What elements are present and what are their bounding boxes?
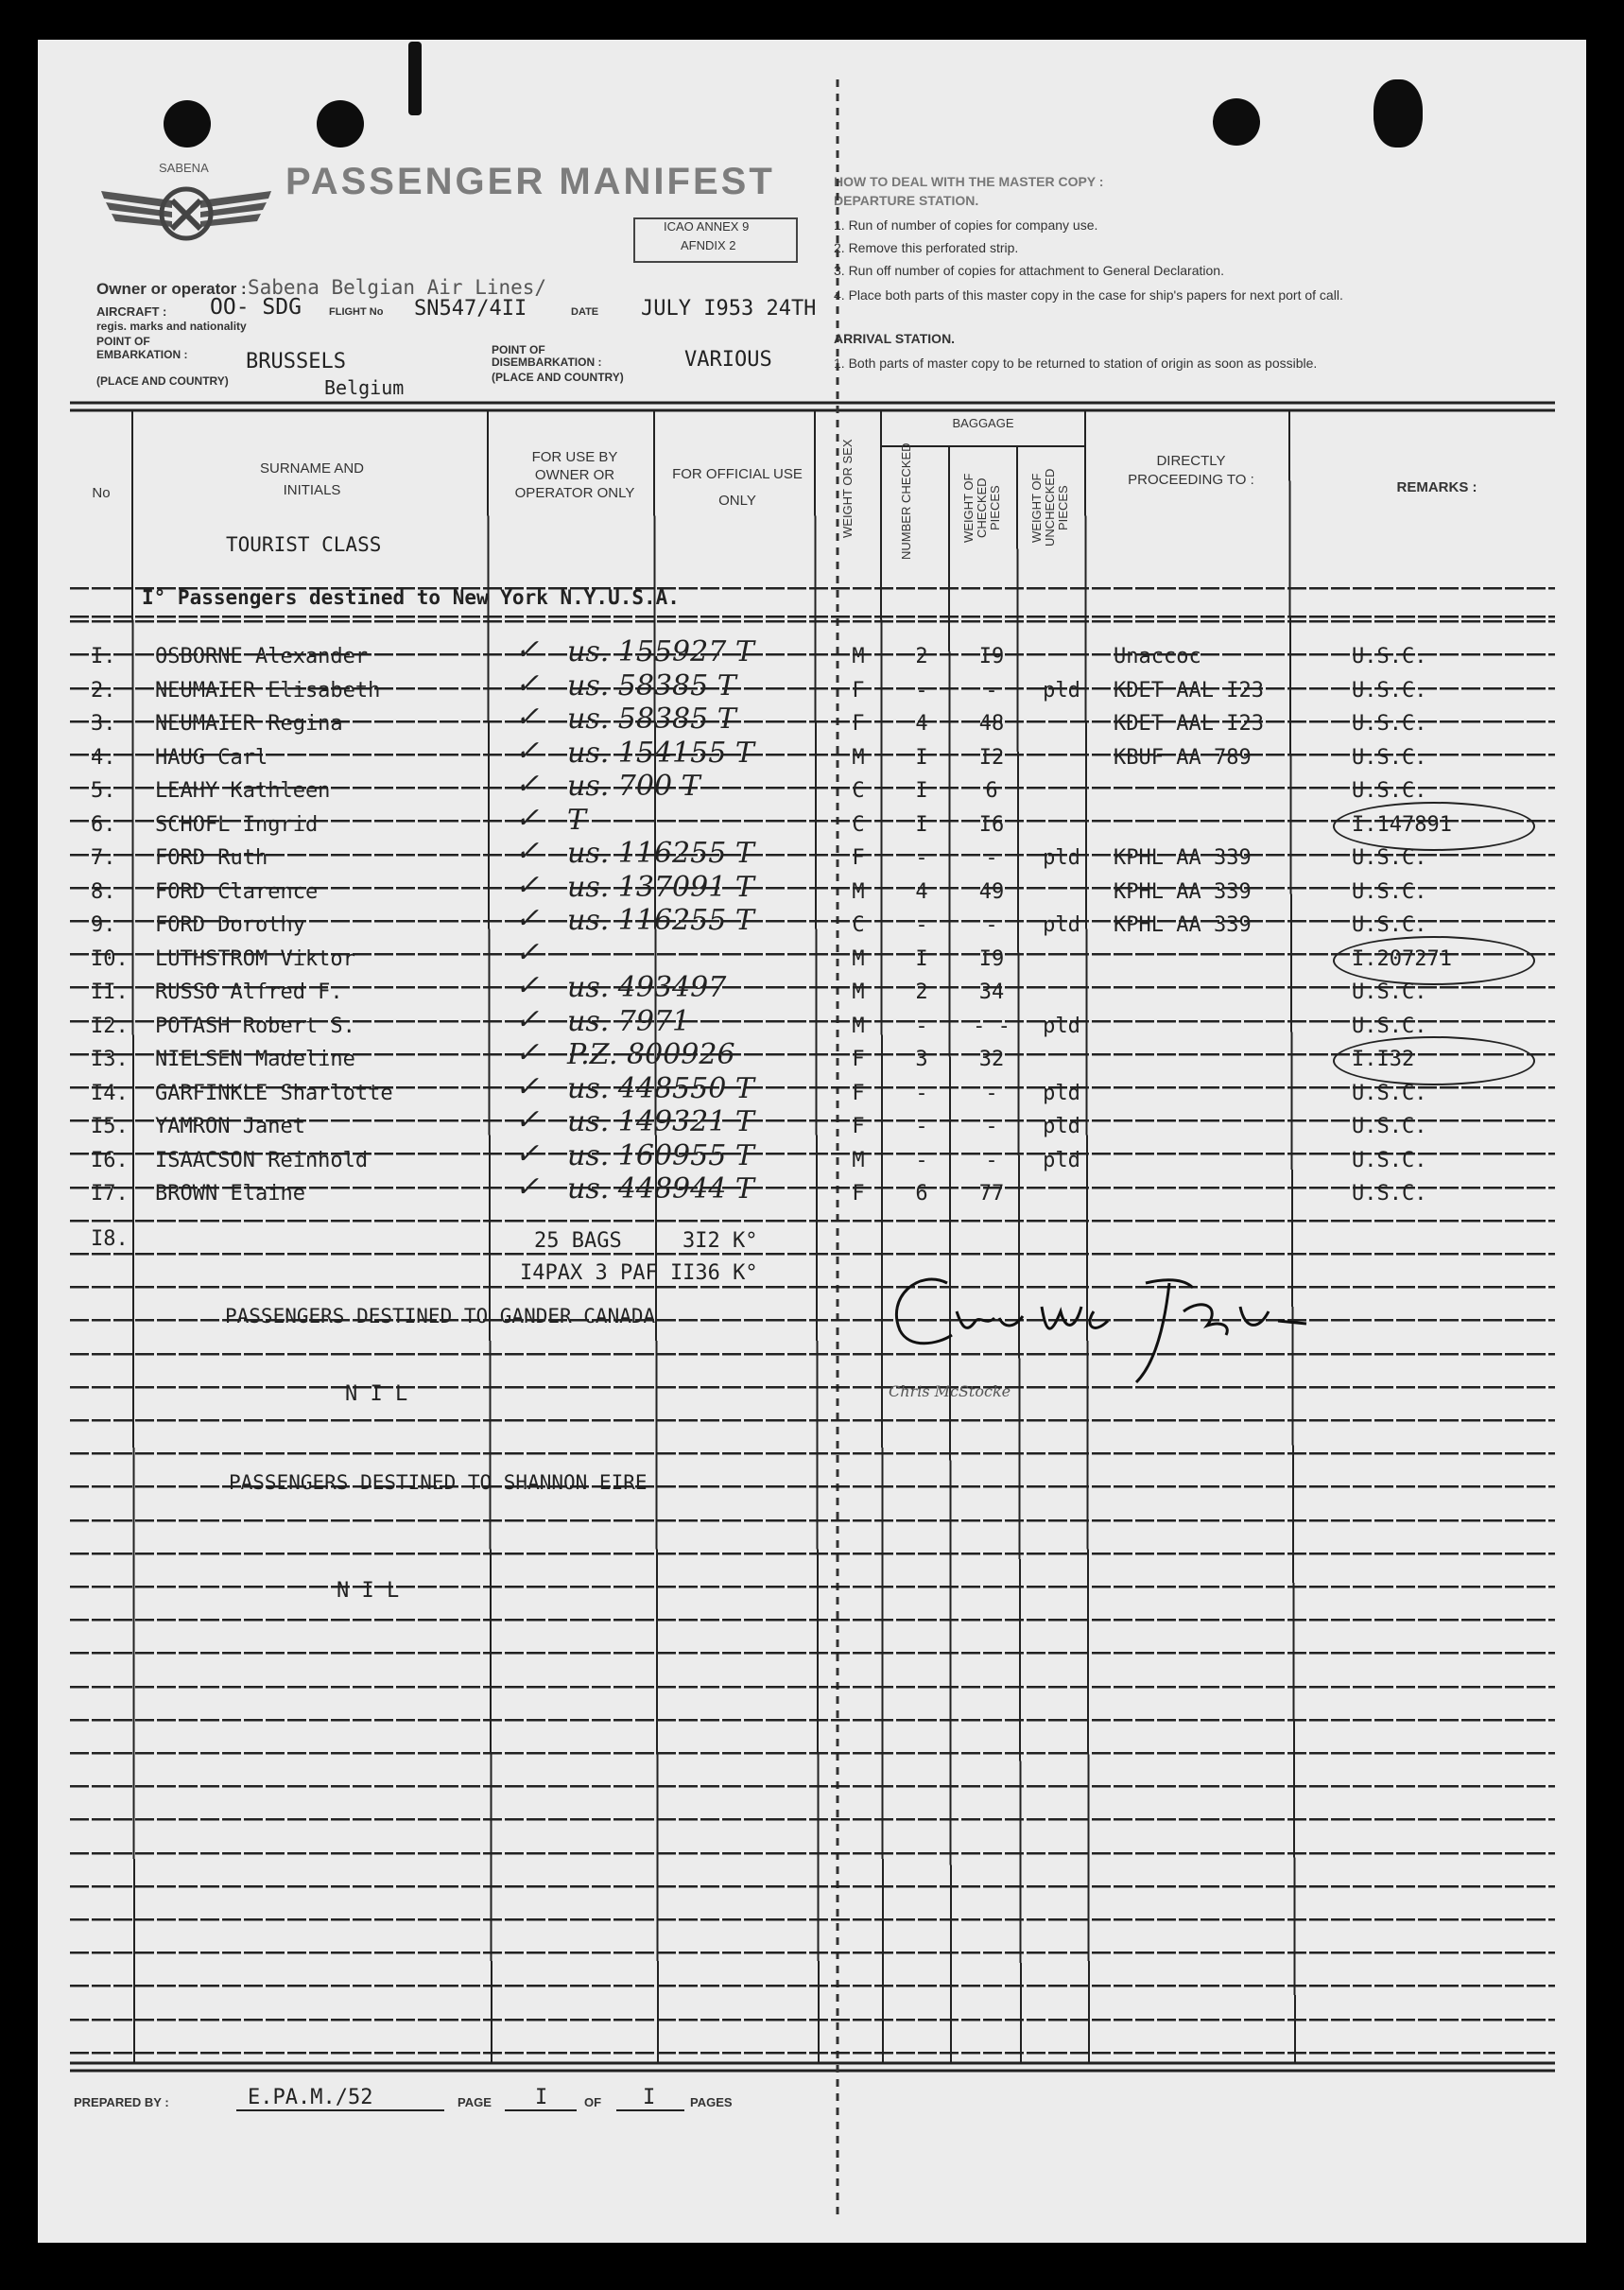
passenger-number: I3. bbox=[91, 1048, 129, 1071]
passenger-name: RUSSO Alfred F. bbox=[155, 980, 343, 1004]
passenger-number: I7. bbox=[91, 1182, 129, 1206]
disembarkation-value: VARIOUS bbox=[684, 348, 772, 372]
instructions-arrival-step1: 1. Both parts of master copy to be returned to station of origin as soon as possible. bbox=[834, 356, 1318, 371]
passenger-sex: C bbox=[852, 779, 865, 803]
passenger-number: II. bbox=[91, 980, 129, 1004]
disembarkation-label: POINT OF DISEMBARKATION : bbox=[492, 343, 602, 369]
check-mark-icon: ✓ bbox=[515, 1103, 540, 1136]
ticket-number: us. 493497 bbox=[567, 971, 727, 1004]
passenger-number: 2. bbox=[91, 678, 116, 703]
passenger-name: ISAACSON Reinhold bbox=[155, 1148, 369, 1172]
passenger-sex: M bbox=[852, 946, 865, 971]
passenger-remark: I.147891 bbox=[1352, 812, 1452, 837]
passenger-remark: U.S.C. bbox=[1352, 1148, 1427, 1172]
signature-text: Chris McStocke bbox=[889, 1382, 1011, 1400]
page-label: PAGE bbox=[458, 2095, 492, 2109]
instructions-step2: 2. Remove this perforated strip. bbox=[834, 240, 1019, 255]
ticket-number: us. 137091 T bbox=[567, 870, 754, 904]
manifest-title: PASSENGER MANIFEST bbox=[285, 161, 775, 202]
aircraft-value: OO- SDG bbox=[210, 295, 302, 320]
owner-value: Sabena Belgian Air Lines/ bbox=[248, 276, 547, 299]
passenger-sex: M bbox=[852, 1148, 865, 1172]
baggage-pieces: I bbox=[915, 779, 928, 803]
passenger-name: SCHOFL Ingrid bbox=[155, 812, 319, 837]
ticket-number: us. 116255 T bbox=[567, 837, 754, 870]
passenger-remark: U.S.C. bbox=[1352, 913, 1427, 937]
baggage-weight: I2 bbox=[978, 745, 1005, 770]
col-surname-header: SURNAME AND INITIALS bbox=[259, 460, 365, 498]
passenger-sex: F bbox=[852, 846, 865, 870]
unchecked-pieces: pld bbox=[1043, 678, 1080, 703]
total-pax-line: I4PAX 3 PAF II36 K° bbox=[520, 1261, 758, 1285]
passenger-remark: U.S.C. bbox=[1352, 745, 1427, 770]
baggage-weight: I6 bbox=[978, 812, 1005, 837]
passenger-remark: U.S.C. bbox=[1352, 678, 1427, 703]
passenger-number: I6. bbox=[91, 1148, 129, 1172]
check-mark-icon: ✓ bbox=[515, 1136, 540, 1171]
passenger-sex: C bbox=[852, 812, 865, 837]
total-weight: 3I2 K° bbox=[682, 1229, 758, 1253]
passenger-name: GARFINKLE Sharlotte bbox=[155, 1081, 393, 1105]
check-mark-icon: ✓ bbox=[515, 835, 540, 868]
baggage-weight: - - bbox=[973, 1014, 1011, 1038]
col-proceeding-header: DIRECTLY PROCEEDING TO : bbox=[1128, 453, 1254, 488]
ticket-number: us. 58385 T bbox=[567, 668, 736, 703]
passenger-number: 4. bbox=[91, 745, 116, 770]
passenger-name: HAUG Carl bbox=[155, 745, 268, 770]
check-mark-icon: ✓ bbox=[515, 801, 540, 835]
baggage-weight: 77 bbox=[978, 1182, 1005, 1206]
embarkation-country: Belgium bbox=[324, 376, 405, 399]
col-owner-header: FOR USE BY OWNER OR OPERATOR ONLY bbox=[514, 449, 635, 501]
unchecked-pieces: pld bbox=[1043, 913, 1080, 937]
passenger-number: I4. bbox=[91, 1081, 129, 1105]
embarkation-label: POINT OF EMBARKATION : bbox=[96, 335, 188, 361]
baggage-pieces: I bbox=[915, 946, 928, 971]
tourist-class-label: TOURIST CLASS bbox=[226, 533, 382, 556]
prepared-label: PREPARED BY : bbox=[74, 2095, 169, 2109]
col-weight-unchecked-header: WEIGHT OF UNCHECKED PIECES bbox=[1029, 468, 1070, 547]
total-bags: 25 BAGS bbox=[534, 1229, 622, 1253]
passenger-sex: M bbox=[852, 980, 865, 1004]
passenger-remark: U.S.C. bbox=[1352, 1182, 1427, 1206]
passenger-sex: M bbox=[852, 1014, 865, 1038]
check-mark-icon: ✓ bbox=[515, 734, 540, 768]
col-number-checked-header: NUMBER CHECKED bbox=[899, 442, 913, 560]
prepared-value: E.PA.M./52 bbox=[248, 2086, 373, 2109]
baggage-weight: 32 bbox=[978, 1048, 1005, 1071]
instructions-title: HOW TO DEAL WITH THE MASTER COPY : bbox=[834, 174, 1104, 189]
passenger-sex: M bbox=[852, 879, 865, 904]
baggage-weight: - bbox=[985, 1115, 998, 1138]
instructions-departure: DEPARTURE STATION. bbox=[834, 193, 979, 208]
check-mark-icon: ✓ bbox=[515, 969, 540, 1002]
ticket-number: us. 160955 T bbox=[567, 1138, 754, 1172]
passenger-name: FORD Clarence bbox=[155, 879, 319, 904]
unchecked-pieces: pld bbox=[1043, 1115, 1080, 1138]
baggage-pieces: I bbox=[915, 812, 928, 837]
baggage-pieces: - bbox=[915, 678, 928, 703]
check-mark-icon: ✓ bbox=[515, 768, 540, 801]
passenger-name: FORD Ruth bbox=[155, 846, 268, 870]
row18-number: I8. bbox=[91, 1227, 129, 1251]
passenger-sex: F bbox=[852, 1115, 865, 1138]
instructions-step1: 1. Run of number of copies for company use. bbox=[834, 217, 1098, 233]
instructions-arrival: ARRIVAL STATION. bbox=[834, 331, 956, 346]
page-value: I bbox=[535, 2086, 548, 2109]
passenger-number: I2. bbox=[91, 1014, 129, 1038]
section-new-york: I° Passengers destined to New York N.Y.U.S.A. bbox=[142, 586, 680, 609]
passenger-sex: M bbox=[852, 645, 865, 668]
baggage-pieces: - bbox=[915, 1081, 928, 1105]
passenger-number: 5. bbox=[91, 779, 116, 803]
of-value: I bbox=[643, 2086, 656, 2109]
unchecked-pieces: pld bbox=[1043, 846, 1080, 870]
passenger-name: LUTHSTROM Viktor bbox=[155, 946, 355, 971]
col-weight-checked-header: WEIGHT OF CHECKED PIECES bbox=[961, 473, 1002, 543]
check-mark-icon: ✓ bbox=[515, 701, 540, 734]
check-mark-icon: ✓ bbox=[515, 868, 540, 902]
ticket-number: us. 448550 T bbox=[567, 1071, 754, 1105]
baggage-pieces: 2 bbox=[915, 645, 928, 668]
passenger-name: OSBORNE Alexander bbox=[155, 645, 369, 668]
baggage-pieces: - bbox=[915, 1115, 928, 1138]
proceeding-to: Unaccoc bbox=[1114, 645, 1201, 668]
baggage-weight: - bbox=[985, 678, 998, 703]
passenger-sex: M bbox=[852, 745, 865, 770]
baggage-pieces: I bbox=[915, 745, 928, 770]
passenger-remark: U.S.C. bbox=[1352, 1115, 1427, 1138]
passenger-remark: I.207271 bbox=[1352, 946, 1452, 971]
col-no-header: No bbox=[92, 485, 111, 501]
section-shannon: PASSENGERS DESTINED TO SHANNON EIRE bbox=[229, 1471, 648, 1494]
proceeding-to: KDET AAL I23 bbox=[1114, 712, 1264, 736]
ticket-number: P.Z. 800926 bbox=[567, 1038, 735, 1071]
date-label: DATE bbox=[571, 306, 599, 318]
ticket-number: us. 448944 T bbox=[567, 1172, 754, 1206]
unchecked-pieces: pld bbox=[1043, 1148, 1080, 1172]
aircraft-label: AIRCRAFT : bbox=[96, 304, 167, 319]
proceeding-to: KPHL AA 339 bbox=[1114, 879, 1252, 904]
passenger-number: I. bbox=[91, 645, 116, 668]
disembarkation-sublabel: (PLACE AND COUNTRY) bbox=[492, 371, 624, 384]
ticket-number: us. 7971 bbox=[567, 1004, 691, 1038]
check-mark-icon: ✓ bbox=[515, 1171, 540, 1204]
nil-gander: N I L bbox=[345, 1382, 408, 1406]
passenger-remark: I.I32 bbox=[1352, 1048, 1415, 1071]
passenger-remark: U.S.C. bbox=[1352, 1014, 1427, 1038]
passenger-name: NIELSEN Madeline bbox=[155, 1048, 355, 1071]
baggage-pieces: 4 bbox=[915, 712, 928, 736]
check-mark-icon: ✓ bbox=[515, 902, 540, 935]
ticket-number: us. 116255 T bbox=[567, 904, 754, 937]
baggage-weight: - bbox=[985, 846, 998, 870]
baggage-weight: I9 bbox=[978, 946, 1005, 971]
passenger-remark: U.S.C. bbox=[1352, 779, 1427, 803]
passenger-number: 7. bbox=[91, 846, 116, 870]
passenger-name: POTASH Robert S. bbox=[155, 1014, 355, 1038]
baggage-pieces: 3 bbox=[915, 1048, 928, 1071]
passenger-name: BROWN Elaine bbox=[155, 1182, 305, 1206]
passenger-remark: U.S.C. bbox=[1352, 846, 1427, 870]
passenger-name: FORD Dorothy bbox=[155, 913, 305, 937]
passenger-name: YAMRON Janet bbox=[155, 1115, 305, 1138]
passenger-sex: F bbox=[852, 1182, 865, 1206]
passenger-remark: U.S.C. bbox=[1352, 980, 1427, 1004]
ticket-number: us. 155927 T bbox=[567, 635, 754, 668]
logo-text: SABENA bbox=[159, 161, 209, 175]
passenger-number: 9. bbox=[91, 913, 116, 937]
proceeding-to: KPHL AA 339 bbox=[1114, 846, 1252, 870]
footer-underlines bbox=[38, 40, 1586, 2243]
baggage-pieces: - bbox=[915, 1014, 928, 1038]
col-baggage-header: BAGGAGE bbox=[952, 416, 1014, 430]
proceeding-to: KBUF AA 789 bbox=[1114, 745, 1252, 770]
baggage-pieces: 2 bbox=[915, 980, 928, 1004]
manifest-sheet bbox=[38, 40, 1586, 2243]
proceeding-to: KDET AAL I23 bbox=[1114, 678, 1264, 703]
check-mark-icon: ✓ bbox=[515, 1036, 540, 1069]
unchecked-pieces: pld bbox=[1043, 1014, 1080, 1038]
embarkation-sublabel: (PLACE AND COUNTRY) bbox=[96, 374, 229, 388]
flight-label: FLIGHT No bbox=[329, 306, 384, 318]
passenger-remark: U.S.C. bbox=[1352, 712, 1427, 736]
owner-label: Owner or operator : bbox=[96, 280, 247, 298]
ticket-number: T bbox=[567, 803, 587, 837]
passenger-number: I5. bbox=[91, 1115, 129, 1138]
passenger-sex: F bbox=[852, 1081, 865, 1105]
ticket-number: us. 149321 T bbox=[567, 1105, 754, 1138]
icao-annex-line1: ICAO ANNEX 9 bbox=[664, 219, 750, 234]
passenger-remark: U.S.C. bbox=[1352, 879, 1427, 904]
passenger-remark: U.S.C. bbox=[1352, 645, 1427, 668]
baggage-weight: 6 bbox=[985, 779, 998, 803]
baggage-weight: - bbox=[985, 1148, 998, 1172]
check-mark-icon: ✓ bbox=[515, 1002, 540, 1036]
check-mark-icon: ✓ bbox=[515, 1069, 540, 1103]
baggage-pieces: 6 bbox=[915, 1182, 928, 1206]
passenger-sex: F bbox=[852, 1048, 865, 1071]
date-value: JULY I953 24TH bbox=[641, 297, 817, 321]
aircraft-sublabel: regis. marks and nationality bbox=[96, 320, 247, 333]
instructions-step3: 3. Run off number of copies for attachment to General Declaration. bbox=[834, 263, 1224, 278]
passenger-sex: F bbox=[852, 678, 865, 703]
passenger-number: I0. bbox=[91, 946, 129, 971]
unchecked-pieces: pld bbox=[1043, 1081, 1080, 1105]
baggage-weight: 48 bbox=[978, 712, 1005, 736]
ticket-number: us. 58385 T bbox=[567, 703, 736, 736]
nil-shannon: N I L bbox=[337, 1579, 400, 1603]
instructions-step4: 4. Place both parts of this master copy in the case for ship's papers for next port of call. bbox=[834, 287, 1343, 303]
flight-value: SN547/4II bbox=[414, 297, 527, 321]
passenger-number: 8. bbox=[91, 879, 116, 904]
baggage-weight: 49 bbox=[978, 879, 1005, 904]
baggage-pieces: - bbox=[915, 913, 928, 937]
baggage-pieces: - bbox=[915, 846, 928, 870]
passenger-number: 6. bbox=[91, 812, 116, 837]
proceeding-to: KPHL AA 339 bbox=[1114, 913, 1252, 937]
embarkation-value: BRUSSELS bbox=[246, 350, 346, 373]
check-mark-icon: ✓ bbox=[515, 633, 540, 667]
icao-annex-line2: AFNDIX 2 bbox=[681, 238, 736, 252]
baggage-pieces: - bbox=[915, 1148, 928, 1172]
passenger-name: NEUMAIER Elisabeth bbox=[155, 678, 381, 703]
baggage-weight: - bbox=[985, 913, 998, 937]
ticket-number: us. 154155 T bbox=[567, 736, 754, 770]
passenger-name: NEUMAIER Regina bbox=[155, 712, 343, 736]
passenger-name: LEAHY Kathleen bbox=[155, 779, 331, 803]
check-mark-icon: ✓ bbox=[515, 667, 540, 701]
passenger-remark: U.S.C. bbox=[1352, 1081, 1427, 1105]
baggage-weight: - bbox=[985, 1081, 998, 1105]
baggage-weight: 34 bbox=[978, 980, 1005, 1004]
of-label: OF bbox=[584, 2095, 602, 2109]
passenger-sex: F bbox=[852, 712, 865, 736]
col-official-header: FOR OFFICIAL USE ONLY bbox=[672, 466, 803, 509]
col-weight-sex-header: WEIGHT OR SEX bbox=[840, 439, 855, 539]
col-remarks-header: REMARKS : bbox=[1396, 479, 1477, 495]
baggage-pieces: 4 bbox=[915, 879, 928, 904]
passenger-number: 3. bbox=[91, 712, 116, 736]
baggage-weight: I9 bbox=[978, 645, 1005, 668]
passenger-sex: C bbox=[852, 913, 865, 937]
ticket-number: us. 700 T bbox=[567, 770, 700, 803]
pages-label: PAGES bbox=[690, 2095, 733, 2109]
section-gander: PASSENGERS DESTINED TO GANDER CANADA bbox=[225, 1305, 656, 1327]
check-mark-icon: ✓ bbox=[515, 935, 540, 969]
